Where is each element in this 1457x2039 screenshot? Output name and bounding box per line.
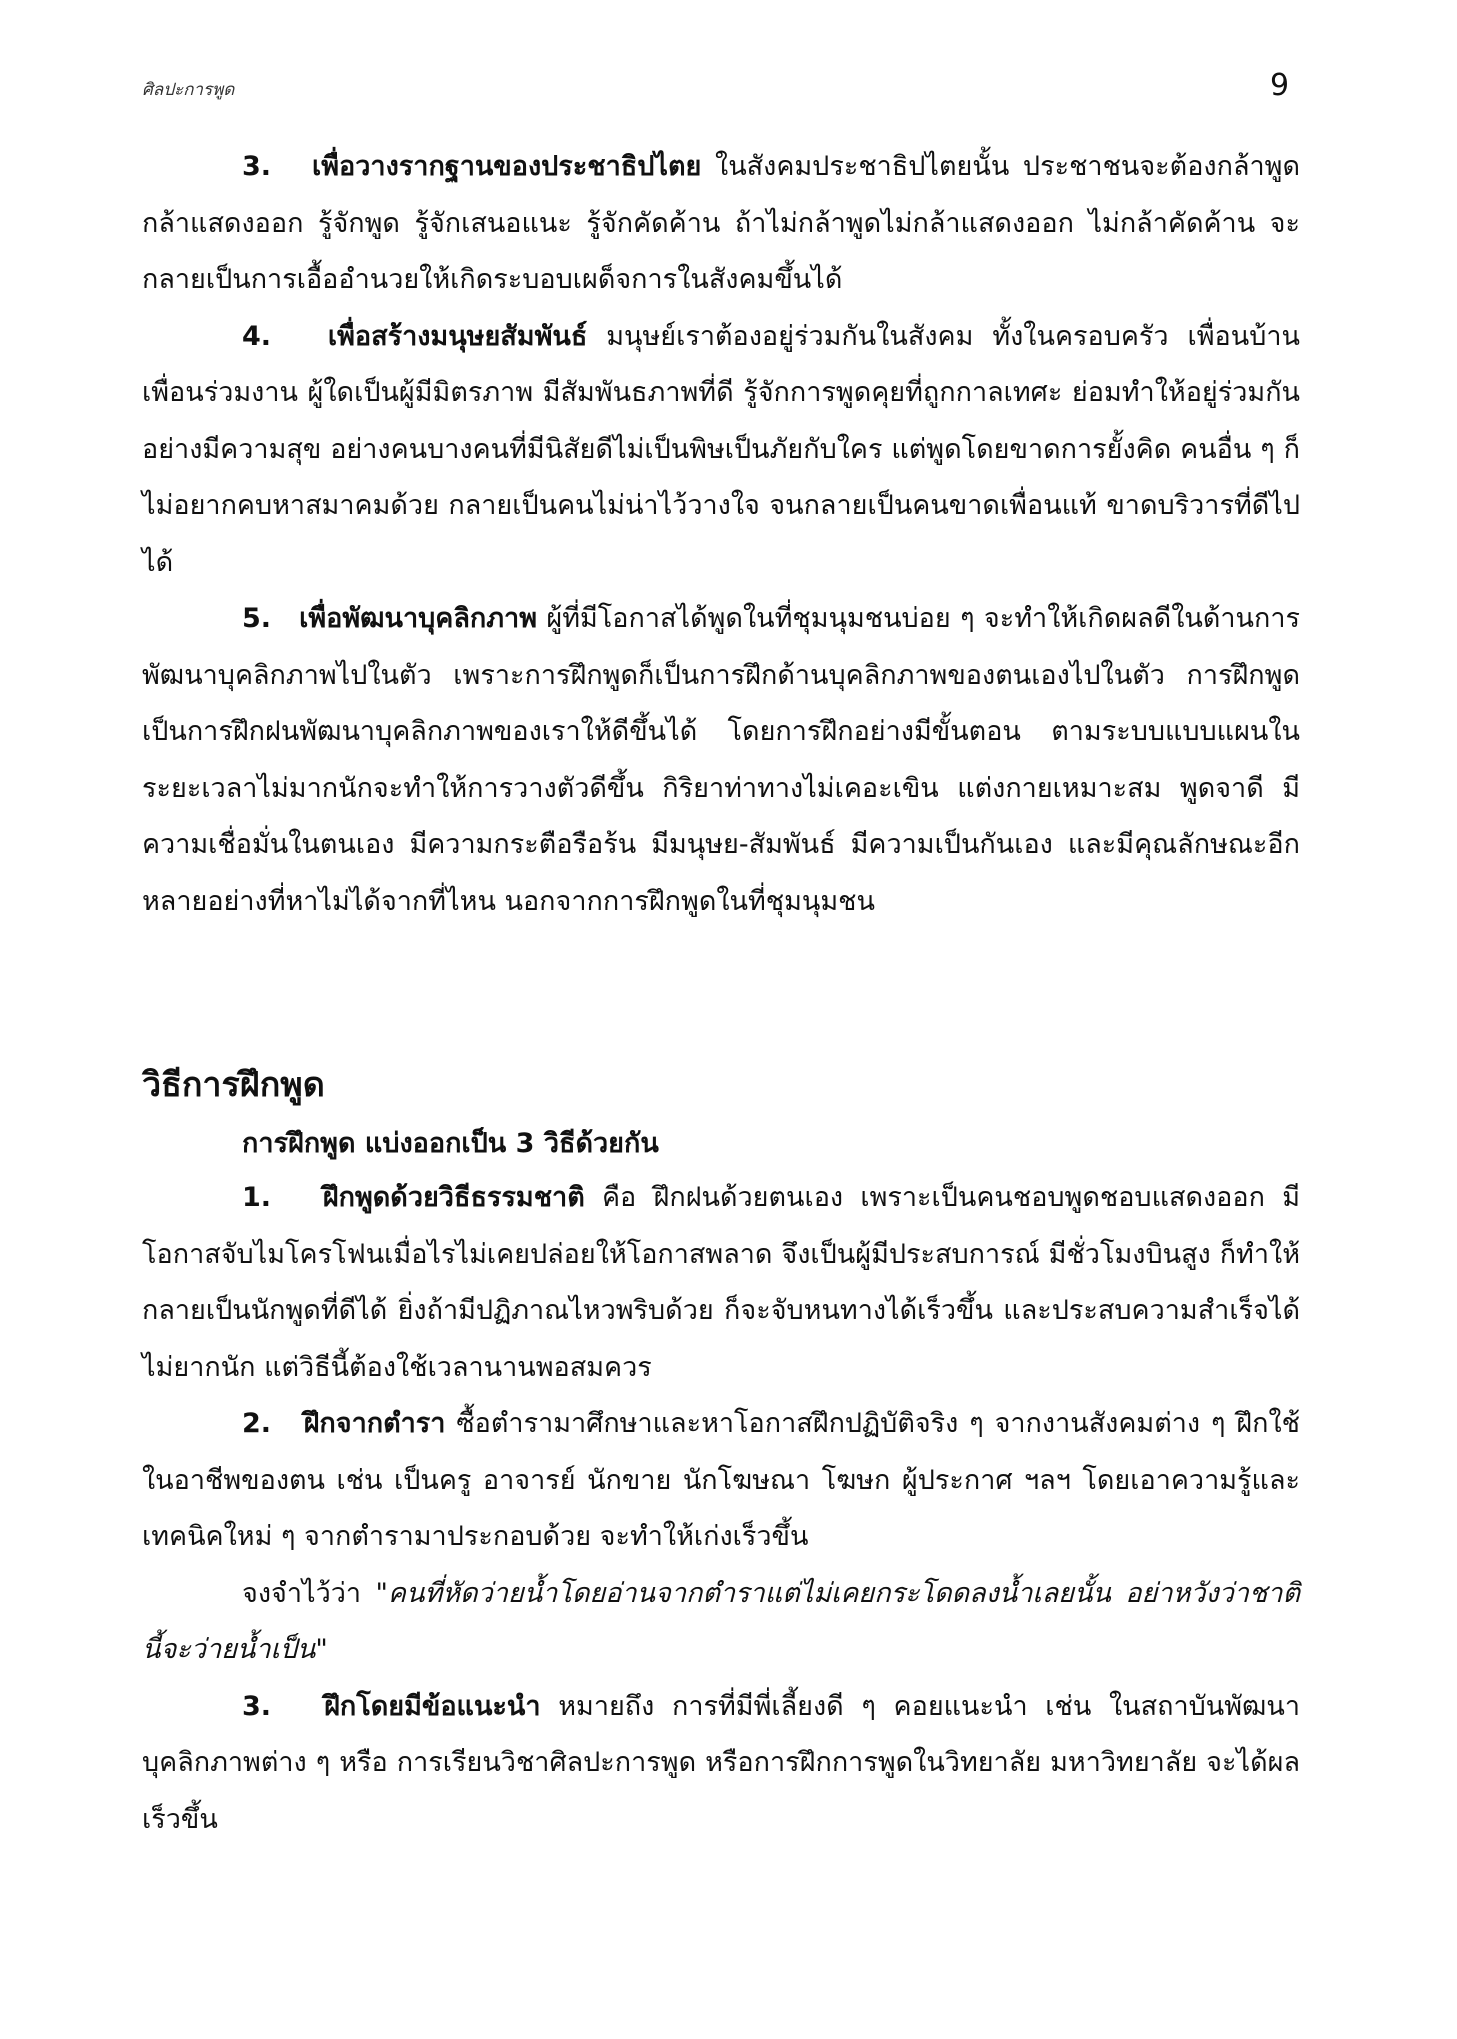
reminder-lead: จงจำไว้ว่า (242, 1577, 362, 1609)
purposes-list (142, 139, 1300, 930)
method-text: คือ ฝึกฝนด้วยตนเอง เพราะเป็นคนชอบพูดชอบแสดงออก มีโอกาสจับไมโครโฟนเมื่อไรไม่เคยปล่อยให้โอกาสพลาด จึงเป็นผู้มีประสบการณ์ มีชั่วโมงบินสูง ก็ทำให้กลายเป็นนักพูดที่ดีได้ ยิ่งถ้ามีปฏิภาณไหวพริบด้วย ก็จะจับหนทางได้เร็วขึ้น และประสบความสำเร็จได้ไม่ยากนัก แต่วิธีนี้ต้องใช้เวลานานพอสมควร (142, 1182, 1300, 1383)
method-title: ฝึกโดยมีข้อแนะนำ (324, 1690, 541, 1722)
purpose-text: ในสังคมประชาธิปไตยนั้น ประชาชนจะต้องกล้าพูด กล้าแสดงออก รู้จักพูด รู้จักเสนอแนะ รู้จักคัดค้าน ถ้าไม่กล้าพูดไม่กล้าแสดงออก ไม่กล้าคัดค้าน จะกลายเป็นการเอื้ออำนวยให้เกิดระบอบเผด็จการในสังคมขึ้นได้ (142, 151, 1300, 295)
purpose-3-paragraph (142, 139, 1300, 309)
method-title: ฝึกจากตำรา (303, 1408, 446, 1439)
purpose-number: 4. (242, 320, 272, 352)
section-intro: การฝึกพูด แบ่งออกเป็น 3 วิธีด้วยกัน (242, 1128, 659, 1159)
purpose-text: ผู้ที่มีโอกาสได้พูดในที่ชุมนุมชนบ่อย ๆ จะทำให้เกิดผลดีในด้านการพัฒนาบุคลิกภาพไปในตัว เพราะการฝึกพูดก็เป็นการฝึกด้านบุคลิกภาพของตนเองไปในตัว การฝึกพูดเป็นการฝึกฝนพัฒนาบุคลิกภาพของเราให้ดีขึ้นได้ โดยการฝึกอย่างมีขั้นตอน ตามระบบแบบแผนในระยะเวลาไม่มากนักจะทำให้การวางตัวดีขึ้น กิริยาท่าทางไม่เคอะเขิน แต่งกายเหมาะสม พูดจาดี มีความเชื่อมั่นในตนเอง มีความกระตือรือร้น มีมนุษย-สัมพันธ์ มีความเป็นกันเอง และมีคุณลักษณะอีกหลายอย่างที่หาไม่ได้จากที่ไหน นอกจากการฝึกพูดในที่ชุมนุมชน (142, 603, 1300, 917)
purpose-4-paragraph (142, 309, 1300, 592)
purpose-title: เพื่อสร้างมนุษยสัมพันธ์ (327, 320, 588, 352)
reminder-quote: "คนที่หัดว่ายน้ำโดยอ่านจากตำราแต่ไม่เคยกระโดดลงน้ำเลยนั้น อย่าหวังว่าชาตินี้จะว่ายน้ำเป็น" (142, 1577, 1300, 1665)
method-text: หมายถึง การที่มีพี่เลี้ยงดี ๆ คอยแนะนำ เช่น ในสถาบันพัฒนาบุคลิกภาพต่าง ๆ หรือ การเรียนวิชาศิลปะการพูด หรือการฝึกการพูดในวิทยาลัย มหาวิทยาลัย จะได้ผลเร็วขึ้น (142, 1690, 1301, 1835)
purpose-title: เพื่อวางรากฐานของประชาธิปไตย (312, 151, 702, 182)
purpose-number: 5. (242, 603, 272, 634)
purpose-number: 3. (242, 151, 272, 182)
method-text: ซื้อตำรามาศึกษาและหาโอกาสฝึกปฏิบัติจริง ๆ จากงานสังคมต่าง ๆ ฝึกใช้ในอาชีพของตน เช่น เป็นครู อาจารย์ นักขาย นักโฆษณา โฆษก ผู้ประกาศ ฯลฯ โดยเอาความรู้และเทคนิคใหม่ ๆ จากตำรามาประกอบด้วย จะทำให้เก่งเร็วขึ้น (142, 1408, 1300, 1552)
method-number: 3. (242, 1690, 272, 1722)
method-1-paragraph (142, 1170, 1300, 1396)
section-heading: วิธีการฝึกพูด (142, 1065, 325, 1105)
purpose-title: เพื่อพัฒนาบุคลิกภาพ (299, 603, 538, 634)
method-title: ฝึกพูดด้วยวิธีธรรมชาติ (322, 1182, 585, 1213)
methods-list (142, 1170, 1300, 1848)
method-number: 2. (242, 1408, 272, 1439)
method-3-paragraph (142, 1679, 1300, 1849)
method-number: 1. (242, 1182, 272, 1213)
running-title: ศิลปะการพูด (142, 80, 235, 100)
reminder-paragraph (142, 1566, 1300, 1679)
method-2-paragraph (142, 1396, 1300, 1566)
purpose-5-paragraph (142, 591, 1300, 930)
purpose-text: มนุษย์เราต้องอยู่ร่วมกันในสังคม ทั้งในครอบครัว เพื่อนบ้าน เพื่อนร่วมงาน ผู้ใดเป็นผู้มีมิตรภาพ มีสัมพันธภาพที่ดี รู้จักการพูดคุยที่ถูกกาลเทศะ ย่อมทำให้อยู่ร่วมกันอย่างมีความสุข อย่างคนบางคนที่มีนิสัยดีไม่เป็นพิษเป็นภัยกับใคร แต่พูดโดยขาดการยั้งคิด คนอื่น ๆ ก็ไม่อยากคบหาสมาคมด้วย กลายเป็นคนไม่น่าไว้วางใจ จนกลายเป็นคนขาดเพื่อนแท้ ขาดบริวารที่ดีไปได้ (142, 320, 1300, 578)
page-number: 9 (1270, 68, 1290, 103)
